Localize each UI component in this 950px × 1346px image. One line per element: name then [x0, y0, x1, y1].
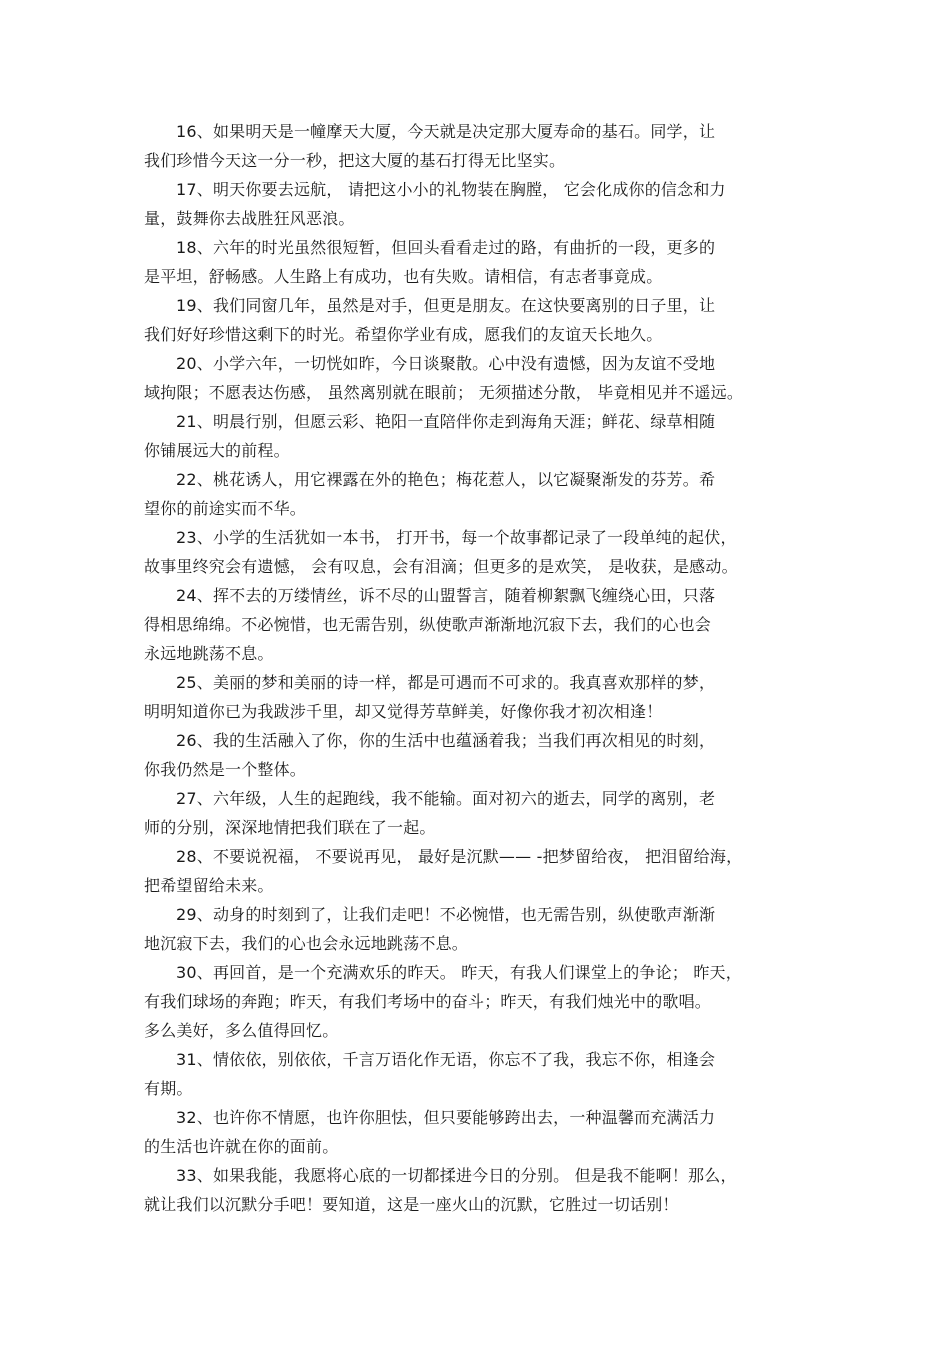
paragraph [144, 900, 794, 958]
paragraph [144, 291, 794, 349]
paragraph-line: 你我仍然是一个整体。 [144, 760, 307, 779]
paragraph-line: 明明知道你已为我跋涉千里，却又觉得芳草鲜美，好像你我才初次相逢！ [144, 702, 663, 721]
document-body [144, 117, 794, 1219]
paragraph [144, 726, 794, 784]
paragraph-line: 31、情依依，别依依，千言万语化作无语，你忘不了我，我忘不你，相逢会 [176, 1050, 716, 1069]
paragraph-line: 望你的前途实而不华。 [144, 499, 307, 518]
paragraph-line: 24、挥不去的万缕情丝，诉不尽的山盟誓言，随着柳絮飘飞缠绕心田，只落 [176, 586, 716, 605]
paragraph-line: 多么美好，多么值得回忆。 [144, 1021, 339, 1040]
paragraph-line: 25、美丽的梦和美丽的诗一样，都是可遇而不可求的。我真喜欢那样的梦， [176, 673, 716, 692]
paragraph-line: 19、我们同窗几年，虽然是对手，但更是朋友。在这快要离别的日子里，让 [176, 296, 716, 315]
paragraph [144, 1103, 794, 1161]
paragraph-line: 的生活也许就在你的面前。 [144, 1137, 339, 1156]
paragraph [144, 407, 794, 465]
paragraph [144, 175, 794, 233]
paragraph-line: 28、不要说祝福， 不要说再见， 最好是沉默—— -把梦留给夜， 把泪留给海， [176, 847, 743, 866]
paragraph-line: 32、也许你不情愿，也许你胆怯，但只要能够跨出去，一种温馨而充满活力 [176, 1108, 716, 1127]
paragraph-line: 有我们球场的奔跑；昨天，有我们考场中的奋斗；昨天，有我们烛光中的歌唱。 [144, 992, 712, 1011]
paragraph-line: 30、再回首，是一个充满欢乐的昨天。 昨天，有我人们课堂上的争论； 昨天， [176, 963, 742, 982]
paragraph-line: 你铺展远大的前程。 [144, 441, 290, 460]
paragraph-line: 23、小学的生活犹如一本书， 打开书，每一个故事都记录了一段单纯的起伏， [176, 528, 737, 547]
paragraph-line: 师的分别，深深地情把我们联在了一起。 [144, 818, 436, 837]
paragraph-line: 29、动身的时刻到了，让我们走吧！不必惋惜，也无需告别，纵使歌声渐渐 [176, 905, 716, 924]
paragraph-line: 21、明晨行别，但愿云彩、艳阳一直陪伴你走到海角天涯；鲜花、绿草相随 [176, 412, 716, 431]
paragraph [144, 465, 794, 523]
paragraph [144, 1161, 794, 1219]
paragraph [144, 117, 794, 175]
paragraph-line: 得相思绵绵。不必惋惜，也无需告别，纵使歌声渐渐地沉寂下去，我们的心也会 [144, 615, 712, 634]
paragraph-line: 故事里终究会有遗憾， 会有叹息，会有泪滴；但更多的是欢笑， 是收获，是感动。 [144, 557, 738, 576]
paragraph [144, 233, 794, 291]
paragraph-line: 量，鼓舞你去战胜狂风恶浪。 [144, 209, 355, 228]
paragraph-line: 地沉寂下去，我们的心也会永远地跳荡不息。 [144, 934, 469, 953]
paragraph [144, 668, 794, 726]
paragraph [144, 349, 794, 407]
paragraph-line: 我们好好珍惜这剩下的时光。希望你学业有成，愿我们的友谊天长地久。 [144, 325, 663, 344]
paragraph-line: 26、我的生活融入了你，你的生活中也蕴涵着我；当我们再次相见的时刻， [176, 731, 716, 750]
paragraph [144, 581, 794, 668]
paragraph-line: 域拘限；不愿表达伤感， 虽然离别就在眼前； 无须描述分散， 毕竟相见并不遥远。 [144, 383, 744, 402]
paragraph-line: 27、六年级，人生的起跑线，我不能输。面对初六的逝去，同学的离别，老 [176, 789, 716, 808]
paragraph-line: 就让我们以沉默分手吧！要知道，这是一座火山的沉默，它胜过一切话别！ [144, 1195, 679, 1214]
paragraph-line: 22、桃花诱人，用它裸露在外的艳色；梅花惹人，以它凝聚渐发的芬芳。希 [176, 470, 716, 489]
paragraph [144, 842, 794, 900]
paragraph-line: 17、明天你要去远航， 请把这小小的礼物装在胸膛， 它会化成你的信念和力 [176, 180, 726, 199]
paragraph [144, 784, 794, 842]
paragraph [144, 958, 794, 1045]
paragraph-line: 33、如果我能，我愿将心底的一切都揉进今日的分别。 但是我不能啊！那么， [176, 1166, 737, 1185]
paragraph [144, 1045, 794, 1103]
paragraph-line: 18、六年的时光虽然很短暂，但回头看看走过的路，有曲折的一段，更多的 [176, 238, 716, 257]
paragraph-line: 把希望留给未来。 [144, 876, 274, 895]
paragraph-line: 16、如果明天是一幢摩天大厦，今天就是决定那大厦寿命的基石。同学，让 [176, 122, 716, 141]
paragraph-line: 我们珍惜今天这一分一秒，把这大厦的基石打得无比坚实。 [144, 151, 566, 170]
paragraph [144, 523, 794, 581]
paragraph-line: 是平坦，舒畅感。人生路上有成功，也有失败。请相信，有志者事竟成。 [144, 267, 663, 286]
paragraph-line: 永远地跳荡不息。 [144, 644, 274, 663]
paragraph-line: 有期。 [144, 1079, 193, 1098]
paragraph-line: 20、小学六年，一切恍如昨，今日谈聚散。心中没有遗憾，因为友谊不受地 [176, 354, 716, 373]
